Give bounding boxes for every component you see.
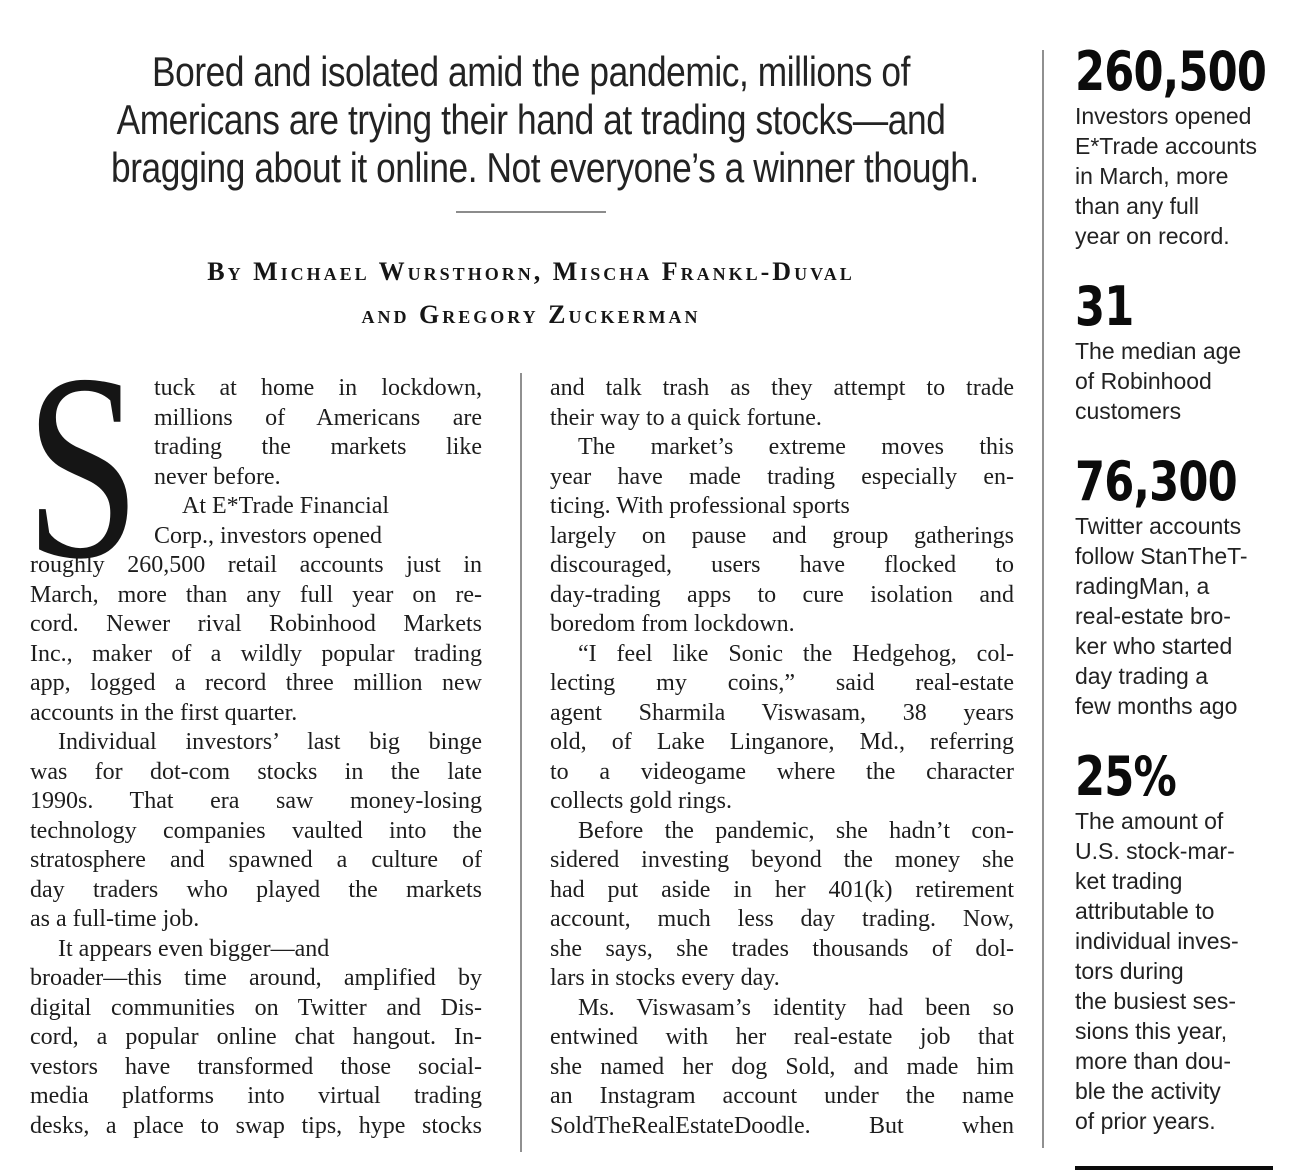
body-text-line: lars in stocks every day. [550,965,780,991]
stat-value: 260,500 [1075,40,1267,103]
article-column-middle [550,374,1014,1141]
body-text-line: accounts in the first quarter. [30,699,298,726]
stat-description-line: few months ago [1075,693,1238,719]
body-text-line: year have made trading especially en- [550,463,1014,490]
body-text-line: desks, a place to swap tips, hype stocks [30,1112,482,1139]
stat-description-line: individual inves- [1075,928,1239,954]
stat-description-line: sions this year, [1075,1018,1228,1044]
stat-description-line: follow StanTheT- [1075,543,1248,569]
body-text-line: technology companies vaulted into the [30,817,482,844]
headline [31,48,1031,192]
stat-description-line: year on record. [1075,223,1230,249]
headline-line: bragging about it online. Not everyone’s a winner though. [111,144,979,191]
stat-description-line: than any full [1075,193,1200,219]
body-text-line: It appears even bigger—and [58,935,330,962]
headline-line: Bored and isolated amid the pandemic, millions of [152,48,910,95]
body-text-line: cord, a popular online chat hangout. In- [30,1024,482,1050]
body-text-line: ticing. With professional sports [550,493,850,519]
stat-description-line: day trading a [1075,663,1208,689]
body-text-line: she says, she trades thousands of dol- [550,935,1014,962]
stat-description-line: The amount of [1075,808,1224,834]
stat-value: 76,300 [1075,450,1237,513]
body-text-line: collects gold rings. [550,788,732,814]
body-text-line: tuck at home in lockdown, [154,375,482,401]
stat-value: 25% [1075,745,1177,808]
body-text-line: agent Sharmila Viswasam, 38 years [550,699,1014,726]
body-text-line: largely on pause and group gatherings [550,522,1014,549]
drop-cap-letter: S [25,319,141,614]
body-text-line: The market’s extreme moves this [578,434,1014,460]
stat-description-line: Investors opened [1075,103,1252,129]
stat-description-line: attributable to [1075,898,1215,924]
stat-description-line: of Robinhood [1075,368,1212,394]
body-text-line: Ms. Viswasam’s identity had been so [578,994,1014,1021]
body-text-line: never before. [154,463,281,490]
stat-description-line: The median age [1075,338,1242,364]
body-text-line: millions of Americans are [154,404,482,431]
sidebar-stat [1075,40,1275,251]
body-text-line: trading the markets like [154,434,482,460]
stat-description-line: radingMan, a [1075,573,1210,599]
stat-description-line: of prior years. [1075,1108,1216,1134]
body-text-line: had put aside in her 401(k) retirement [550,876,1014,903]
body-text-line: cord. Newer rival Robinhood Markets [30,611,482,637]
body-text-line: broader—this time around, amplified by [30,965,482,991]
body-text-line: day traders who played the markets [30,876,482,903]
stat-value: 31 [1075,275,1134,338]
body-text-line: SoldTheRealEstateDoodle. But when [550,1112,1014,1139]
stat-description-line: ker who started [1075,633,1233,659]
body-text-line: media platforms into virtual trading [30,1083,482,1109]
body-text-line: Before the pandemic, she hadn’t con- [578,817,1014,844]
body-text-line: an Instagram account under the name [550,1083,1014,1109]
stat-description-line: tors during [1075,958,1184,984]
stat-description-line: E*Trade accounts [1075,133,1257,159]
stat-description-line: customers [1075,398,1182,424]
body-text-line: was for dot-com stocks in the late [30,758,482,785]
body-text-line: to a videogame where the character [550,758,1014,785]
body-text-line: as a full-time job. [30,906,200,932]
sidebar-end-bar [1075,1166,1273,1170]
body-text-line: roughly 260,500 retail accounts just in [30,552,482,578]
body-text-line: “I feel like Sonic the Hedgehog, col- [578,640,1014,667]
body-text-line: stratosphere and spawned a culture of [30,847,482,873]
body-text-line: Individual investors’ last big binge [58,729,482,755]
body-text-line: vestors have transformed those social- [30,1053,482,1080]
body-text-line: March, more than any full year on re- [30,581,482,608]
body-text-line: sidered investing beyond the money she [550,847,1014,873]
stat-description-line: more than dou- [1075,1048,1231,1074]
headline-line: Americans are trying their hand at trading stocks—and [116,96,946,143]
article-column-left [25,319,482,1141]
body-text-line: and talk trash as they attempt to trade [550,375,1014,401]
body-text-line: boredom from lockdown. [550,611,795,637]
body-text-line: 1990s. That era saw money-losing [30,788,482,814]
body-text-line: she named her dog Sold, and made him [550,1053,1014,1080]
sidebar-stat [1075,275,1275,426]
stat-description-line: Twitter accounts [1075,513,1242,539]
body-text-line: entwined with her real-estate job that [550,1024,1014,1050]
sidebar-stat [1075,745,1275,1136]
stat-description-line: ble the activity [1075,1078,1221,1104]
body-text-line: account, much less day trading. Now, [550,906,1014,932]
body-text-line: discouraged, users have flocked to [550,552,1014,578]
body-text-line: digital communities on Twitter and Dis- [30,994,482,1021]
headline-divider-rule [456,211,606,213]
byline-line-1: By Michael Wursthorn, Mischa Frankl-Duval [207,257,855,286]
byline-line-2: and Gregory Zuckerman [361,300,701,329]
body-text-line: Corp., investors opened [154,522,382,549]
stats-list [1075,40,1275,1136]
stat-description-line: U.S. stock-mar- [1075,838,1235,864]
body-text-line: lecting my coins,” said real-estate [550,670,1014,696]
column-divider-rule [520,373,522,1152]
sidebar-stat [1075,450,1275,721]
body-text-line: Inc., maker of a wildly popular trading [30,640,482,667]
body-text-line: day-trading apps to cure isolation and [550,581,1014,608]
stat-description-line: in March, more [1075,163,1229,189]
sidebar-divider-rule [1042,50,1044,1148]
body-text-line: app, logged a record three million new [30,670,482,696]
stat-description-line: ket trading [1075,868,1183,894]
byline [31,250,1031,336]
body-text-line: At E*Trade Financial [182,493,390,519]
body-text-line: old, of Lake Linganore, Md., referring [550,729,1014,755]
stat-description-line: real-estate bro- [1075,603,1231,629]
body-text-line: their way to a quick fortune. [550,404,822,431]
stat-description-line: the busiest ses- [1075,988,1237,1014]
stats-sidebar [1075,40,1275,1170]
